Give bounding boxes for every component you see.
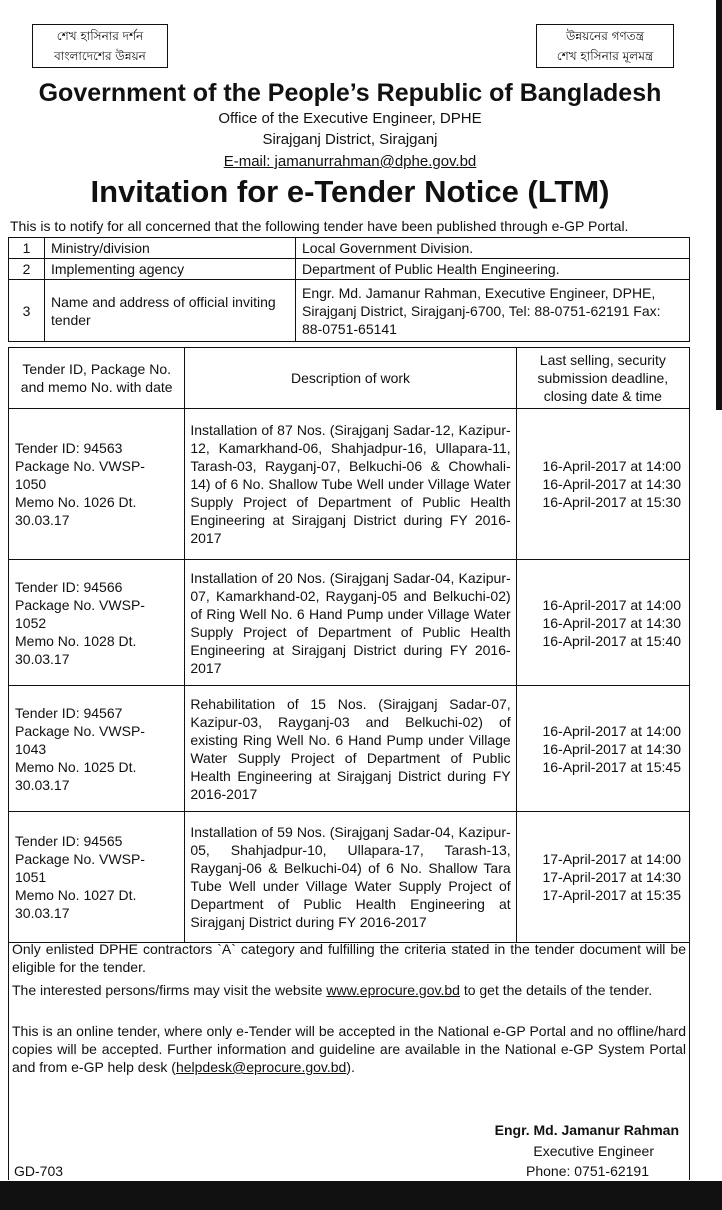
package-num: 1052	[15, 614, 47, 631]
online-tender-note	[9, 1022, 689, 1076]
header-description: Description of work	[185, 348, 516, 409]
info-num: 3	[9, 280, 45, 342]
tender-id: Tender ID: 94565	[15, 833, 123, 849]
website-note	[9, 981, 689, 999]
slogan-right-line1: উন্নয়নের গণতন্ত্র	[565, 29, 645, 43]
security-deadline: 16-April-2017 at 14:30	[542, 614, 681, 631]
selling-deadline: 16-April-2017 at 14:00	[542, 722, 681, 739]
package-num: 1043	[15, 740, 47, 757]
tender-id-cell	[9, 560, 185, 686]
memo-date: 30.03.17	[15, 905, 70, 921]
office-line: Office of the Executive Engineer, DPHE	[218, 110, 482, 127]
tender-row	[9, 812, 690, 943]
gd-reference: GD-703	[14, 1163, 64, 1179]
slogan-left-line1: শেখ হাসিনার দর্শন	[56, 29, 144, 43]
signatory-title: Executive Engineer	[533, 1143, 654, 1159]
package-label: Package No. VWSP-	[15, 458, 145, 474]
tender-description: Installation of 59 Nos. (Sirajganj Sadar-04, Kazipur-05, Shahjadpur-10, Ullapara-17, Tarash-13, Rayganj-06 & Belkuchi-04) of 6 No. Shallow Tara Tube Well under Village Water Supply Project of Department of Public Health Engineering at Sirajganj District during FY 2016-2017	[185, 812, 516, 943]
slogan-right-line2: শেখ হাসিনার মূলমন্ত্র	[556, 49, 654, 63]
info-num: 1	[9, 238, 45, 259]
package-label: Package No. VWSP-	[15, 722, 145, 739]
header-tender-id: Tender ID, Package No. and memo No. with date	[9, 348, 185, 409]
tender-id: Tender ID: 94563	[15, 440, 123, 456]
memo-label: Memo No. 1028 Dt.	[15, 632, 137, 649]
info-num: 2	[9, 259, 45, 280]
tender-dates	[516, 812, 689, 943]
signatory-name: Engr. Md. Jamanur Rahman	[494, 1122, 679, 1138]
tender-dates	[516, 560, 689, 686]
memo-label: Memo No. 1027 Dt.	[15, 887, 137, 903]
slogan-box-right	[536, 24, 674, 68]
website-note-before: The interested persons/firms may visit the website	[12, 982, 327, 998]
closing-time: 16-April-2017 at 15:45	[542, 758, 681, 775]
info-value: Department of Public Health Engineering.	[296, 259, 690, 280]
email-line[interactable]: E-mail: jamanurrahman@dphe.gov.bd	[223, 153, 477, 170]
tender-description: Installation of 87 Nos. (Sirajganj Sadar-12, Kazipur-12, Kamarkhand-06, Shahjadpur-16, Ullapara-11, Tarash-03, Rayganj-07, Belkuchi-06 & Chowhali-14) of 6 No. Shallow Tube Well under Village Water Supply Project of Department of Public Health Engineering at Sirajganj District during FY 2016-2017	[185, 409, 516, 560]
footer-notes	[8, 937, 690, 1180]
info-label: Name and address of official inviting tender	[45, 280, 296, 342]
header-dates: Last selling, security submission deadline, closing date & time	[516, 348, 689, 409]
online-note-after: ).	[346, 1059, 355, 1075]
tender-id: Tender ID: 94567	[15, 704, 123, 721]
tender-row	[9, 686, 690, 812]
eprocure-link[interactable]: www.eprocure.gov.bd	[326, 982, 460, 998]
tender-table	[8, 347, 690, 943]
memo-label: Memo No. 1026 Dt.	[15, 494, 137, 510]
signatory-phone: Phone: 0751-62191	[526, 1163, 649, 1179]
package-num: 1051	[15, 869, 47, 885]
info-value: Engr. Md. Jamanur Rahman, Executive Engineer, DPHE, Sirajganj District, Sirajganj-6700, Tel: 88-0751-62191 Fax: 88-0751-65141	[296, 280, 690, 342]
tender-row	[9, 560, 690, 686]
district-line: Sirajganj District, Sirajganj	[262, 131, 438, 148]
tender-id-cell	[9, 409, 185, 560]
helpdesk-email-link[interactable]: helpdesk@eprocure.gov.bd	[175, 1059, 347, 1075]
info-table	[8, 237, 690, 342]
tender-table-header	[9, 348, 690, 409]
tender-row	[9, 409, 690, 560]
package-label: Package No. VWSP-	[15, 851, 145, 867]
selling-deadline: 17-April-2017 at 14:00	[542, 851, 681, 867]
info-label: Ministry/division	[45, 238, 296, 259]
security-deadline: 17-April-2017 at 14:30	[542, 869, 681, 885]
package-num: 1050	[15, 476, 47, 492]
scan-edge-bottom	[0, 1181, 722, 1210]
info-row	[9, 259, 690, 280]
online-note-before: This is an online tender, where only e-Tender will be accepted in the National e-GP Portal and no offline/hard copies will be accepted. Further information and guideline are available in the National e-GP System Portal and from e-GP help desk (	[12, 1023, 686, 1075]
tender-id-cell	[9, 686, 185, 812]
slogan-box-left	[32, 24, 168, 68]
info-label: Implementing agency	[45, 259, 296, 280]
memo-date: 30.03.17	[15, 776, 70, 793]
info-value: Local Government Division.	[296, 238, 690, 259]
tender-description: Rehabilitation of 15 Nos. (Sirajganj Sadar-07, Kazipur-03, Rayganj-03 and Belkuchi-02) of existing Ring Well No. 6 Hand Pump under Village Water Supply Project of Department of Public Health Engineering at Sirajganj District during FY 2016-2017	[185, 686, 516, 812]
tender-description: Installation of 20 Nos. (Sirajganj Sadar-04, Kazipur-07, Kamarkhand-02, Rayganj-05 and Belkuchi-02) of Ring Well No. 6 Hand Pump under Village Water Supply Project of Department of Public Health Engineering at Sirajganj District during FY 2016-2017	[185, 560, 516, 686]
tender-id-cell	[9, 812, 185, 943]
notice-title: Invitation for e-Tender Notice (LTM)	[90, 174, 610, 209]
government-title: Government of the People’s Republic of Bangladesh	[38, 79, 662, 107]
tender-dates	[516, 409, 689, 560]
tender-id: Tender ID: 94566	[15, 578, 123, 595]
closing-time: 16-April-2017 at 15:30	[542, 494, 681, 510]
slogan-left-line2: বাংলাদেশের উন্নয়ন	[54, 49, 146, 63]
info-row	[9, 238, 690, 259]
memo-label: Memo No. 1025 Dt.	[15, 758, 137, 775]
package-label: Package No. VWSP-	[15, 596, 145, 613]
info-row	[9, 280, 690, 342]
tender-dates	[516, 686, 689, 812]
security-deadline: 16-April-2017 at 14:30	[542, 476, 681, 492]
memo-date: 30.03.17	[15, 512, 70, 528]
scan-edge-right	[716, 0, 722, 410]
website-note-after: to get the details of the tender.	[459, 982, 653, 998]
closing-time: 17-April-2017 at 15:35	[542, 887, 681, 903]
intro-text: This is to notify for all concerned that the following tender have been published through e-GP Portal.	[10, 218, 629, 234]
closing-time: 16-April-2017 at 15:40	[542, 632, 681, 649]
selling-deadline: 16-April-2017 at 14:00	[542, 458, 681, 474]
eligibility-note: Only enlisted DPHE contractors `A` category and fulfilling the criteria stated in the tender document will be eligible for the tender.	[12, 941, 686, 975]
security-deadline: 16-April-2017 at 14:30	[542, 740, 681, 757]
memo-date: 30.03.17	[15, 650, 70, 667]
selling-deadline: 16-April-2017 at 14:00	[542, 596, 681, 613]
